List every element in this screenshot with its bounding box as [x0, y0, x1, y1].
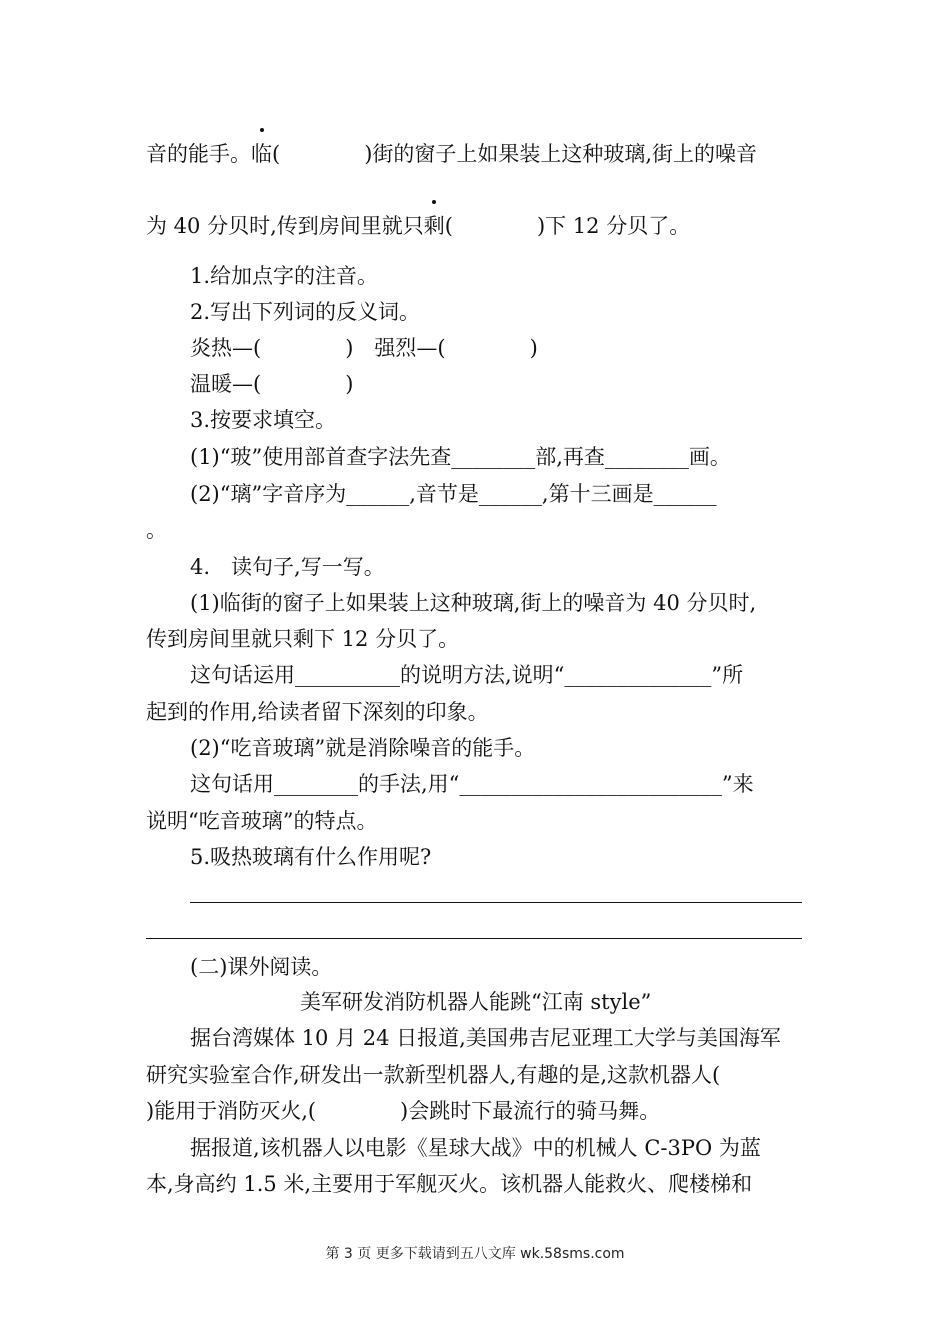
question-4-fill-2b: 说明“吃音玻璃”的特点。: [146, 809, 378, 833]
text-segment: 为 40 分贝时,传到房间里就只: [146, 214, 424, 238]
question-3-item-2-end: 。: [146, 518, 167, 542]
question-3: 3.按要求填空。: [190, 408, 337, 432]
article-title: 美军研发消防机器人能跳“江南 style”: [300, 990, 652, 1014]
paragraph-2-line-1: 据报道,该机器人以电影《星球大战》中的机械人 C-3PO 为蓝: [190, 1136, 761, 1160]
question-4-fill-1a: 这句话运用__________的说明方法,说明“______________”所: [190, 663, 744, 687]
question-2-row-a: 炎热—( ) 强烈—( ): [190, 336, 538, 360]
text-line-2: [146, 212, 690, 240]
question-2-row-b: 温暖—( ): [190, 372, 354, 396]
question-1: 1.给加点字的注音。: [190, 264, 379, 288]
question-3-item-1: (1)“玻”使用部首查字法先查________部,再查________画。: [190, 445, 731, 469]
text-line-1: [146, 140, 757, 168]
question-5: 5.吸热玻璃有什么作用呢?: [190, 845, 432, 869]
paragraph-1-line-2: 研究实验室合作,研发出一款新型机器人,有趣的是,这款机器人(: [146, 1063, 721, 1087]
answer-line-2: [146, 938, 802, 939]
section-2-heading: (二)课外阅读。: [190, 955, 333, 979]
question-4-sentence-1b: 传到房间里就只剩下 12 分贝了。: [146, 627, 460, 651]
paragraph-1-line-3: )能用于消防灭火,( )会跳时下最流行的骑马舞。: [146, 1099, 661, 1123]
question-4-fill-1b: 起到的作用,给读者留下深刻的印象。: [146, 700, 489, 724]
question-4-fill-2a: 这句话用________的手法,用“_________________________”来: [190, 772, 754, 796]
dotted-char: 临: [251, 142, 272, 166]
question-3-item-2: (2)“璃”字音序为______,音节是______,第十三画是______: [190, 482, 717, 506]
question-4-sentence-2: (2)“吃音玻璃”就是消除噪音的能手。: [190, 736, 536, 760]
question-4-sentence-1a: (1)临街的窗子上如果装上这种玻璃,街上的噪音为 40 分贝时,: [190, 591, 757, 615]
answer-line-1: [190, 902, 802, 903]
question-4: 4. 读句子,写一写。: [190, 555, 385, 579]
text-segment: ( )下 12 分贝了。: [444, 214, 691, 238]
paragraph-1-line-1: 据台湾媒体 10 月 24 日报道,美国弗吉尼亚理工大学与美国海军: [190, 1026, 781, 1050]
page-footer: 第 3 页 更多下载请到五八文库 wk.58sms.com: [325, 1246, 625, 1262]
question-2: 2.写出下列词的反义词。: [190, 300, 421, 324]
dotted-char: 剩: [423, 214, 445, 238]
text-segment: ( )街的窗子上如果装上这种玻璃,街上的噪音: [272, 142, 758, 166]
text-segment: 音的能手。: [146, 142, 251, 166]
paragraph-2-line-2: 本,身高约 1.5 米,主要用于军舰灭火。该机器人能救火、爬楼梯和: [146, 1172, 753, 1196]
